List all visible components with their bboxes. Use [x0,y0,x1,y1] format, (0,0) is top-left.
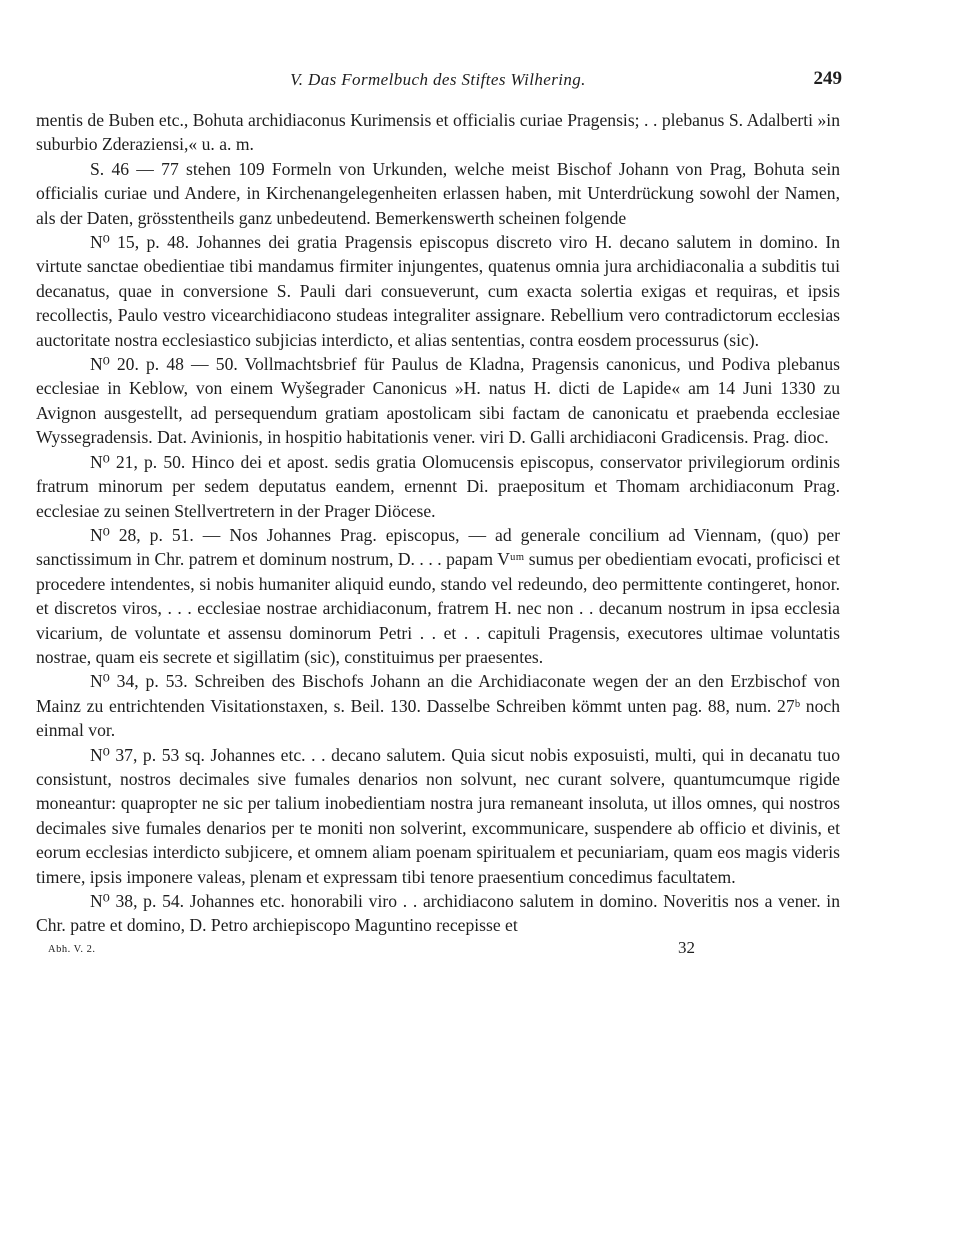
body-text [36,108,840,938]
signature-mark: Abh. V. 2. [48,943,96,955]
running-title: V. Das Formelbuch des Stiftes Wilhering. [290,70,586,89]
paragraph-no-38: N⁰ 38, p. 54. Johannes etc. honorabili viro . . archidiacono salutem in domino. Noveritis nos a vener. in Chr. patre et domino, D. Petro archiepiscopo Maguntino recepisse et [36,891,840,936]
paragraph-no-28: N⁰ 28, p. 51. — Nos Johannes Prag. episcopus, — ad generale concilium ad Viennam, (quo) per sanctissimum in Chr. patrem et dominum nostrum, D. . . . papam Vᵘᵐ sumus per obedientiam evocati, proficisci et procedere intendentes, si nobis humaniter aliquid eundo, stando vel redeundo, deo permittente contingeret, honor. et discretos viros, . . . ecclesiae nostrae archidiaconum, fratrem H. nec non . . decanum nostrum in ipsa ecclesia vicarium, de voluntate et assensu dominorum Petri . . et . . capituli Pragensis, executores ultimae voluntatis nostrae, quam eis secrete et sigillatim (sic), constituimus per praesentes. [36,524,840,667]
paragraph-no-21: N⁰ 21, p. 50. Hinco dei et apost. sedis gratia Olomucensis episcopus, conservator privilegiorum ordinis fratrum minorum per sedem deputatus eandem, ernennt Di. praepositum et Thomam archidiaconum Prag. ecclesiae zu seinen Stellvertretern in der Prager Diöcese. [36,451,840,521]
paragraph-no-34: N⁰ 34, p. 53. Schreiben des Bischofs Johann an die Archidiaconate wegen der an den Erzbischof von Mainz zu entrichtenden Visitationstaxen, s. Beil. 130. Dasselbe Schreiben kömmt unten pag. 88, num. 27ᵇ noch einmal vor. [36,671,840,741]
paragraph-formulas-overview: S. 46 — 77 stehen 109 Formeln von Urkunden, welche meist Bischof Johann von Prag, Bohuta sein officialis curiae und Andere, in Kirchenangelegenheiten erlassen haben, mit Unterdrückung sowohl der Namen, als der Daten, grösstentheils ganz unbedeutend. Bemerkenswerth scheinen folgende [36,158,840,228]
paragraph-no-37: N⁰ 37, p. 53 sq. Johannes etc. . . decano salutem. Quia sicut nobis exposuisti, multi, qui in decanatu tuo consistunt, nostros decimales sive fumales denarios non solvunt, nec curant solvere, quantumcumque rigide moneantur: quapropter ne sic per talium inobedientiam nostra jura remaneant insoluta, ut illos omnes, qui nostros decimales sive fumales denarios per te moniti non solverint, excommunicare, suspendere ab officio et divinis, et eorum ecclesias interdicto subjicere, et omnem aliam poenam spiritualem et pecuniariam, quam eos magis videris timere, ipsis imponere valeas, plenam et expressam tibi tenore praesentium concedimus facultatem. [36,744,840,887]
sheet-number: 32 [678,937,695,957]
paragraph-continuation: mentis de Buben etc., Bohuta archidiaconus Kurimensis et officialis curiae Pragensis; . . plebanus S. Adalberti »in suburbio Zderaziensi,« u. a. m. [36,110,840,155]
paragraph-no-15: N⁰ 15, p. 48. Johannes dei gratia Pragensis episcopus discreto viro H. decano salutem in domino. In virtute sanctae obedientiae tibi mandamus firmiter injungentes, quatenus omnia jura archidiaconalia a subditis tui decanatus, quae in conversione S. Pauli dari consueverunt, cum exacta solertia exigas et requiras, et ipsis recollectis, Paulo vestro vicearchidiacono studeas integraliter assignare. Rebellium vero contradictorum ecclesias auctoritate nostra ecclesiastico subjicias interdicto, et alias sententias, contra eosdem processurus (sic). [36,232,840,350]
running-header [36,66,840,96]
page-number: 249 [813,68,842,89]
paragraph-no-20: N⁰ 20. p. 48 — 50. Vollmachtsbrief für Paulus de Kladna, Pragensis canonicus, und Podiva plebanus ecclesiae in Keblow, von einem Wyšegrader Canonicus »H. natus H. dicti de Lapide« am 14 Juni 1330 zu Avignon ausgestellt, ad persequendum gratiam apostolicam sibi factam de canonicatu et praebenda ecclesiae Wyssegradensis. Dat. Avinionis, in hospitio habitationis vener. viri D. Galli archidiaconi Gradicensis. Prag. dioc. [36,354,840,448]
page-footer [36,938,840,962]
document-page [36,66,840,962]
